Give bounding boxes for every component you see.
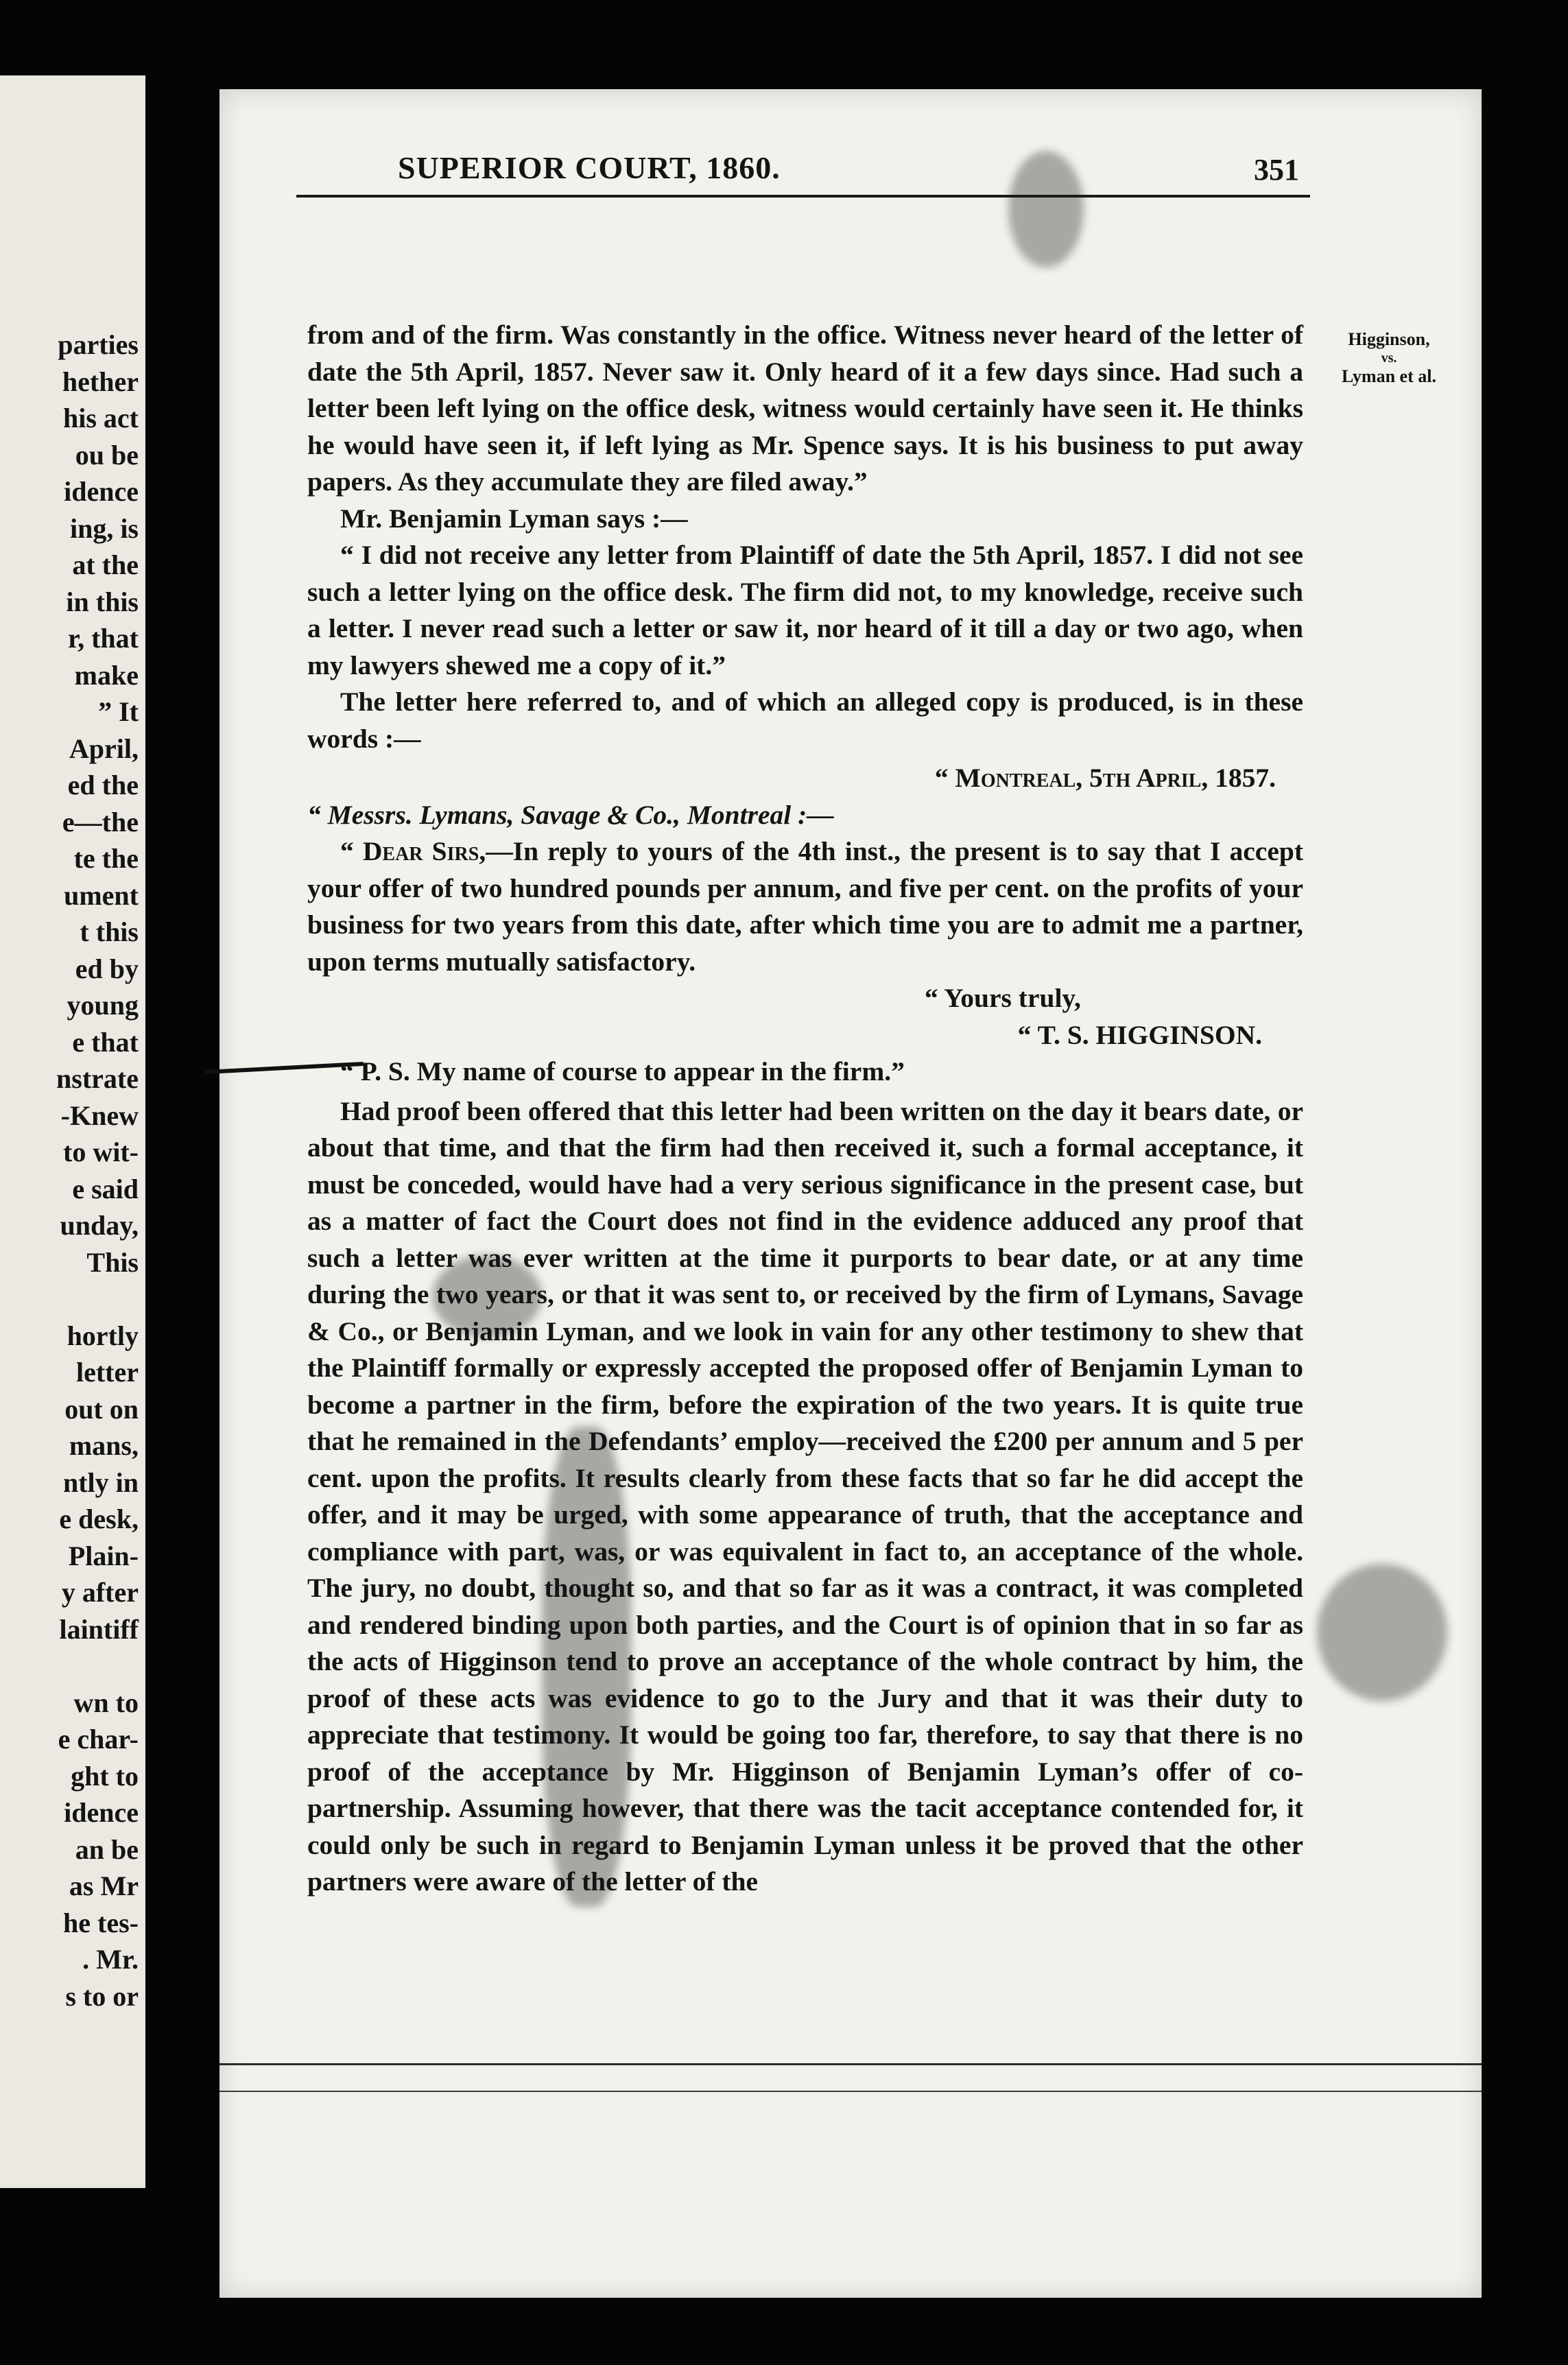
running-head: SUPERIOR COURT, 1860.: [398, 150, 781, 185]
left-page-fragment: t this: [80, 916, 139, 947]
left-page-fragment: s to or: [65, 1980, 139, 2012]
left-page-fragment: make: [74, 659, 139, 691]
footer-rule: [219, 2063, 1482, 2065]
left-page-fragment: out on: [64, 1393, 139, 1425]
left-page-fragment: ed by: [75, 953, 139, 984]
left-page-fragment: y after: [61, 1577, 139, 1608]
paragraph: Mr. Benjamin Lyman says :—: [340, 503, 688, 534]
left-page-fragment: e desk,: [59, 1504, 139, 1534]
letter-salutation: “ Messrs. Lymans, Savage & Co., Montreal :—: [307, 799, 834, 830]
left-page-fragment: e—the: [62, 806, 139, 837]
left-page-fragment: unday,: [60, 1210, 139, 1241]
left-page-fragment: idence: [64, 1797, 139, 1828]
left-page-fragment: hortly: [67, 1320, 139, 1351]
left-page-fragment: April,: [69, 733, 139, 764]
paragraph: Had proof been offered that this letter had been written on the day it bears date, or about that time, and that the firm had then received it, such a formal acceptance, it must be conceded, would have had a very serious significance in the present case, but as a matter of fact the Court does not find in the evidence adduced any proof that such a letter was ever written at the time it purports to bear date, or at any time during the two years, or that it was sent to, or received by the firm of Lymans, Savage & Co., or Benjamin Lyman, and we look in vain for any other testimony to shew that the Plaintiff formally or expressly accepted the proposed offer of Benjamin Lyman to become a partner in the firm, before the expiration of the two years. It is quite true that he remained in the Defendants’ employ—received the £200 per annum and 5 per cent. upon the profits. It results clearly from these facts that so far he did accept the offer, and it may be urged, with some appearance of truth, that the acceptance and compliance with part, was, or was equivalent in fact to, an acceptance of the whole. The jury, no doubt, thought so, and that so far as it was a contract, it was completed and rendered binding upon both parties, and the Court is of opinion that in so far as the acts of Higginson tend to prove an acceptance of the whole contract by him, the proof of these acts was evidence to go to the Jury and that it was their duty to appreciate that testimony. It would be going too far, therefore, to say that there is no proof of the acceptance by Mr. Higginson of Benjamin Lyman’s offer of co-partnership. Assuming however, that there was the tacit acceptance contended for, it could only be such in regard to Benjamin Lyman unless it be proved that the other partners were aware of the letter of the: [307, 1095, 1303, 1897]
letter-dateline: “ Montreal, 5th April, 1857.: [934, 763, 1276, 793]
letter-opening: “ Dear Sirs,: [340, 836, 486, 866]
footer-rule: [219, 2091, 1482, 2092]
letter-closing: “ Yours truly,: [925, 983, 1081, 1013]
left-page-fragment: Plain-: [68, 1540, 139, 1571]
left-page-fragment: as Mr: [69, 1870, 139, 1901]
left-page-fragment: e said: [72, 1173, 139, 1204]
left-page-fragment: laintiff: [59, 1613, 139, 1645]
left-page-fragment: ntly in: [62, 1466, 139, 1498]
left-page-fragment: . Mr.: [82, 1944, 139, 1975]
left-page-fragment: r, that: [68, 623, 139, 654]
side-note-vs: vs.: [1381, 350, 1397, 366]
left-page-fragment: te the: [73, 843, 139, 874]
left-page-fragment: his act: [63, 403, 139, 433]
letter-text: —In reply to yours of the 4th inst., the present is to say that I accept your offer of two hundred pounds per annum, and five per cent. on the profits of your business for two years from this date, after which time you are to admit me a partner, upon terms mutually satisfactory.: [307, 836, 1303, 977]
left-page-fragment: at the: [72, 549, 139, 580]
header-rule: [296, 195, 1310, 198]
left-page-fragment: he tes-: [63, 1907, 139, 1938]
left-page-fragment: parties: [58, 329, 139, 360]
left-page-fragment: an be: [75, 1833, 139, 1865]
left-page-fragment: -Knew: [60, 1100, 139, 1131]
book-gutter: [145, 0, 178, 2365]
left-page-fragment: nstrate: [56, 1063, 139, 1094]
left-page-fragment: young: [67, 990, 139, 1021]
left-page-fragment: to wit-: [63, 1137, 139, 1167]
side-note-defendant: Lyman et al.: [1342, 366, 1436, 386]
marginal-case-note: [1324, 328, 1454, 388]
left-page-fragment: This: [86, 1246, 139, 1278]
left-page-fragment: ou be: [75, 439, 139, 471]
left-page-fragment: ument: [64, 879, 139, 911]
letter-postscript: “ P. S. My name of course to appear in the firm.”: [340, 1056, 905, 1086]
ink-smudge: [1008, 151, 1084, 268]
left-page-fragment: e char-: [58, 1724, 139, 1755]
letter-signature: “ T. S. HIGGINSON.: [1017, 1019, 1262, 1050]
left-page-fragment: e that: [72, 1026, 139, 1058]
previous-page-strip: [0, 75, 145, 2188]
page-body: [307, 317, 1303, 1901]
left-page-fragment: mans,: [69, 1430, 139, 1461]
ink-smudge: [1317, 1564, 1447, 1701]
left-page-fragment: ght to: [71, 1760, 139, 1792]
left-page-fragment: hether: [62, 366, 139, 397]
left-page-fragment: letter: [75, 1357, 139, 1388]
quotation: “ I did not receive any letter from Plaintiff of date the 5th April, 1857. I did not see such a letter lying on the office desk. The firm did not, to my knowledge, receive such a letter. I never read such a letter or saw it, nor heard of it till a day or two ago, when my lawyers shewed me a copy of it.”: [307, 540, 1303, 680]
letter-body: [307, 833, 1303, 980]
side-note-plaintiff: Higginson,: [1348, 329, 1430, 349]
paragraph: from and of the firm. Was constantly in the office. Witness never heard of the letter of date the 5th April, 1857. Never saw it. Only heard of it a few days since. Had such a letter been left lying on the office desk, witness would certainly have seen it. He thinks he would have seen it, if left lying as Mr. Spence says. It is his business to put away papers. As they accumulate they are filed away.”: [307, 320, 1303, 497]
left-page-fragment: ing, is: [69, 512, 139, 544]
paragraph: The letter here referred to, and of which an alleged copy is produced, is in these words :—: [307, 687, 1303, 754]
page-number: 351: [1254, 153, 1299, 187]
left-page-fragment: idence: [64, 476, 139, 507]
left-page-fragment: wn to: [73, 1687, 139, 1718]
left-page-fragment: ed the: [67, 770, 139, 800]
left-page-fragment: in this: [66, 586, 139, 617]
left-page-fragment: ” It: [98, 696, 139, 727]
